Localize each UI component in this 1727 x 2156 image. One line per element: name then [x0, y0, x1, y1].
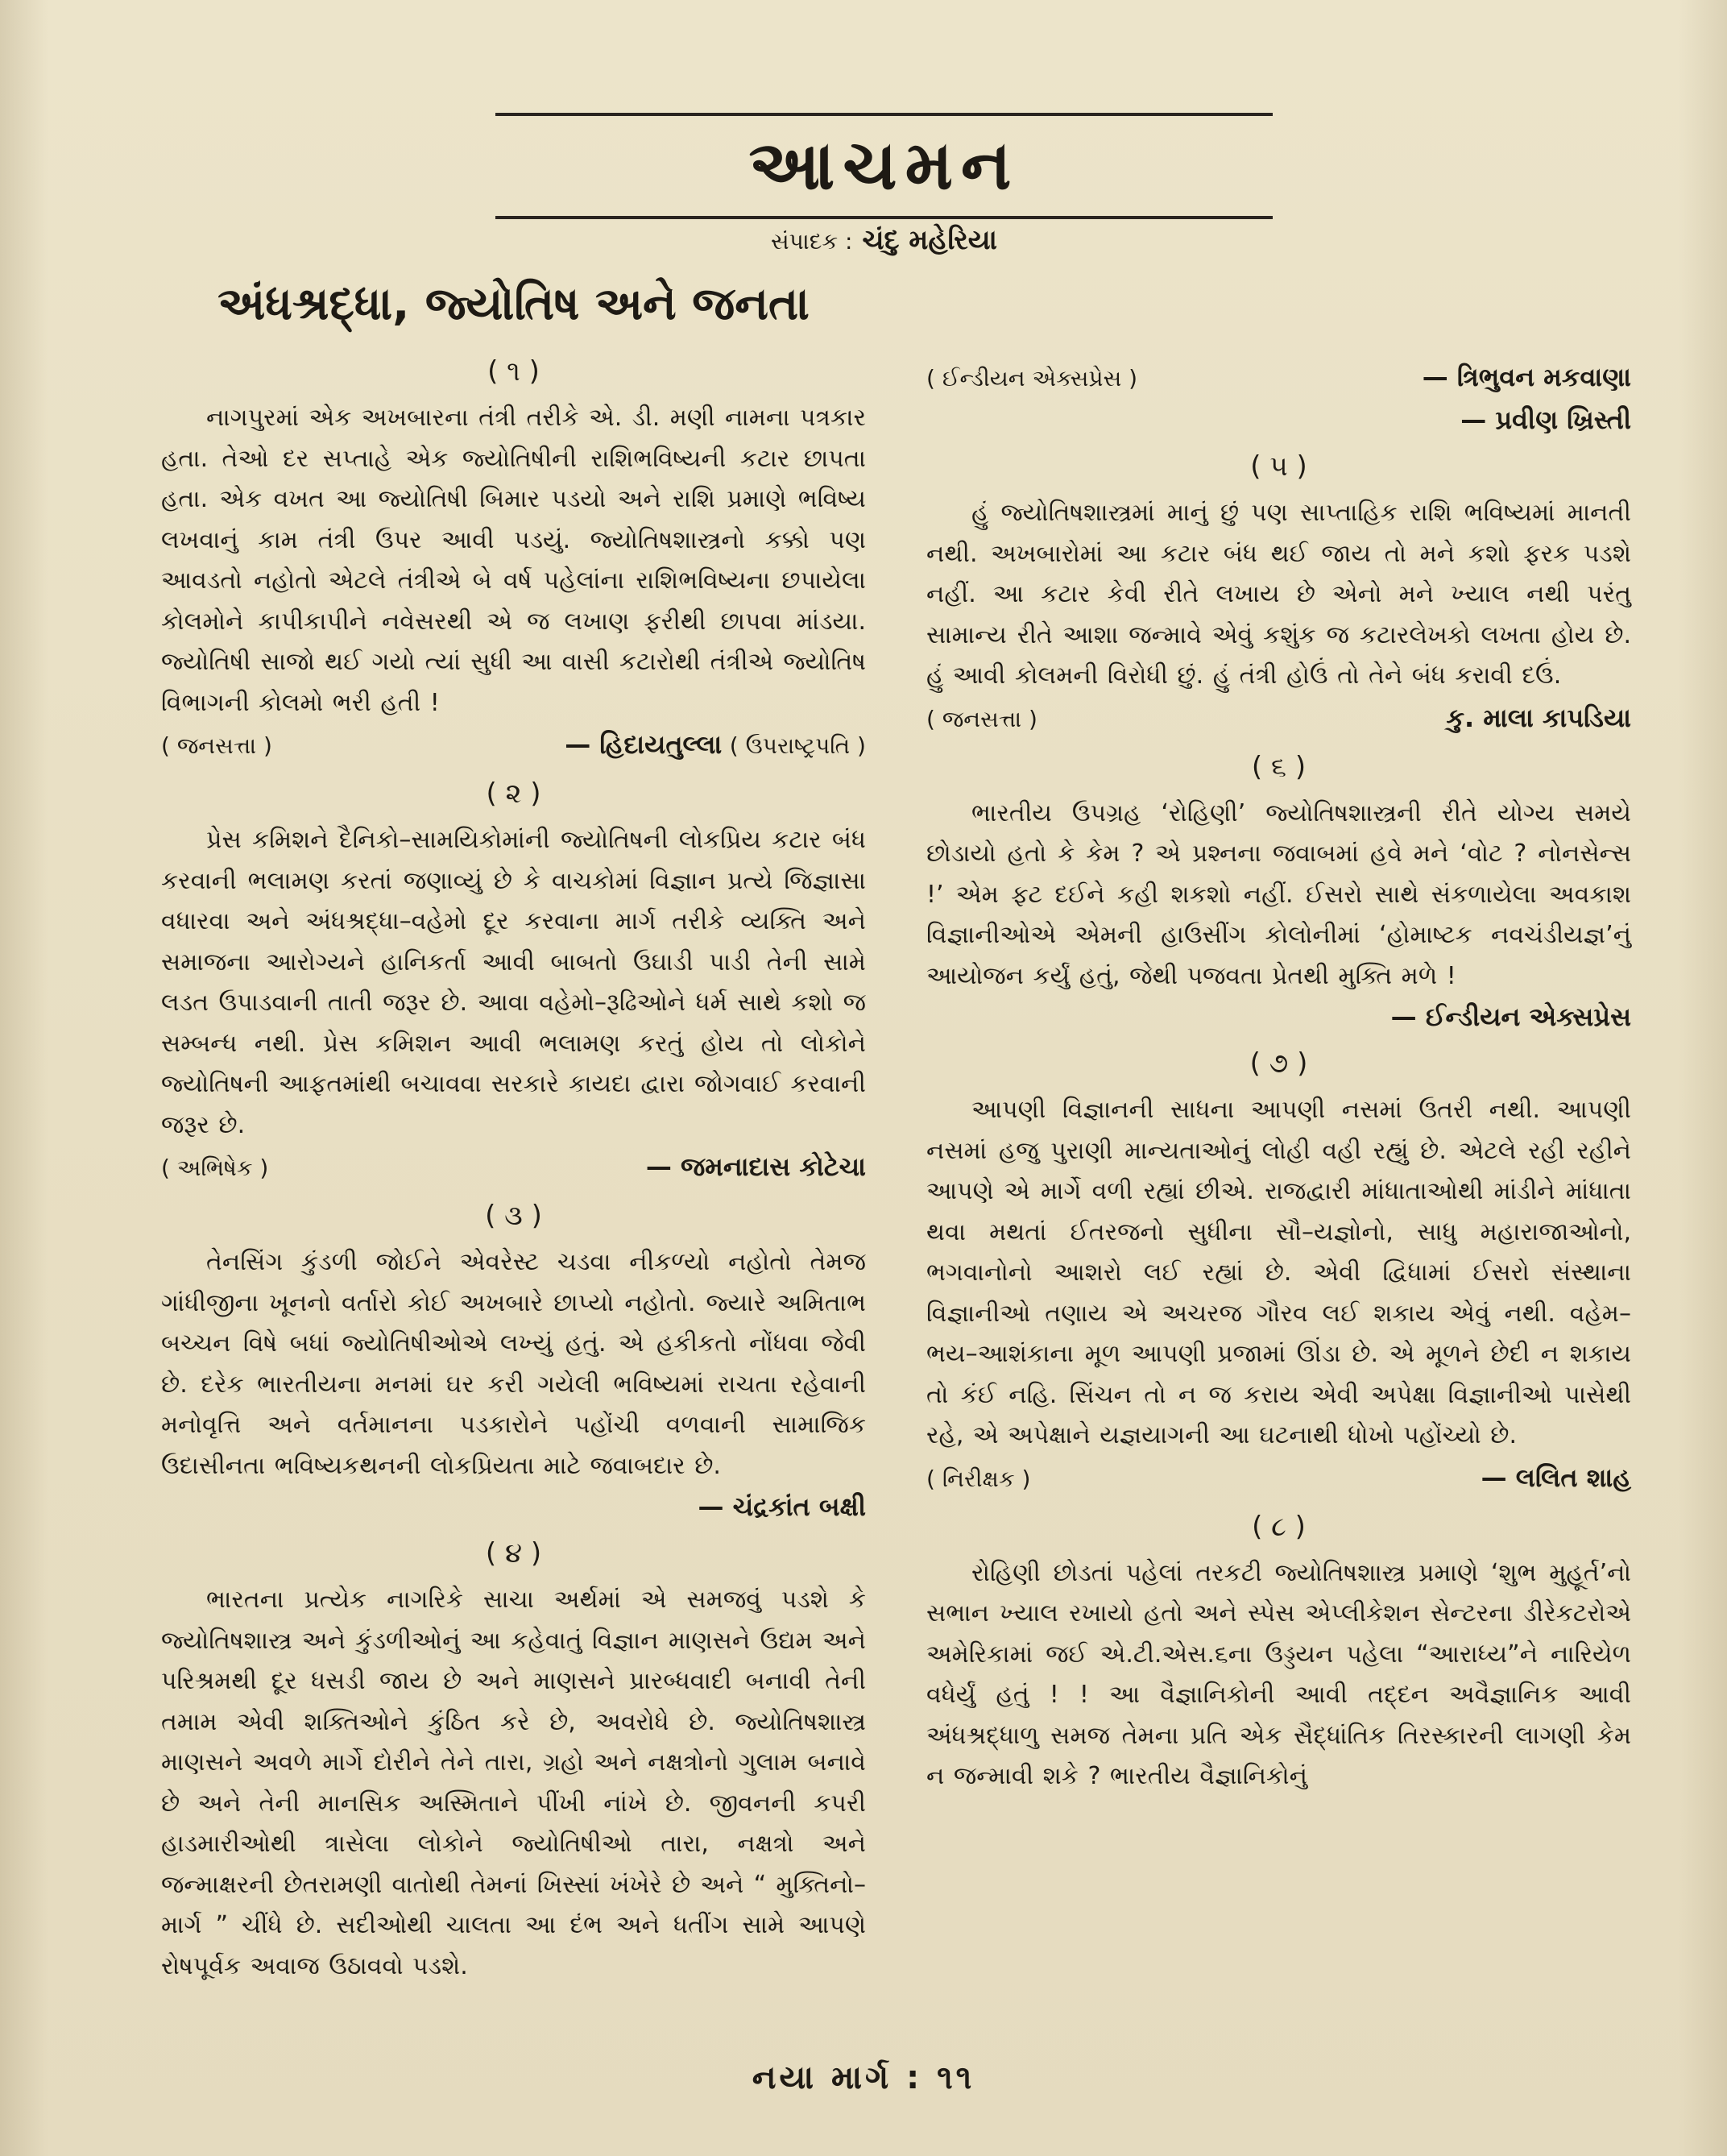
- section-8-text: રોહિણી છોડતાં પહેલાં તરકટી જ્યોતિષશાસ્ત્ર પ્રમાણે ‘શુભ મુહૂર્ત’નો સભાન ખ્યાલ રખાયો હતો અને સ્પેસ એપ્લીકેશન સેન્ટરના ડીરેકટરોએ અમેરિકામાં જઈ એ.ટી.એસ.૬ના ઉડ્ડયન પહેલા “આરાધ્ય”ને નારિયેળ વધેર્યું હતું ! ! આ વૈજ્ઞાનિકોની આવી તદ્દન અવૈજ્ઞાનિક આવી અંધશ્રદ્ધાળુ સમજ તેમના પ્રતિ એક સૈદ્ધાંતિક તિરસ્કારની લાગણી કેમ ન જન્માવી શકે ? ભારતીય વૈજ્ઞાનિકોનું: [926, 1558, 1631, 1790]
- section-5-text: હું જ્યોતિષશાસ્ત્રમાં માનું છું પણ સાપ્તાહિક રાશિ ભવિષ્યમાં માનતી નથી. અખબારોમાં આ કટાર બંધ થઈ જાય તો મને કશો ફરક પડશે નહીં. આ કટાર કેવી રીતે લખાય છે એનો મને ખ્યાલ નથી પરંતુ સામાન્ય રીતે આશા જન્માવે એવું કશુંક જ કટારલેખકો લખતા હોય છે. હું આવી કોલમની વિરોધી છું. હું તંત્રી હોઉં તો તેને બંધ કરાવી દઉં.: [926, 499, 1631, 690]
- editor-name: ચંદુ મહેરિયા: [862, 224, 997, 256]
- section-4-text: ભારતના પ્રત્યેક નાગરિકે સાચા અર્થમાં એ સમજવું પડશે કે જ્યોતિષશાસ્ત્ર અને કુંડળીઓનું આ કહેવાતું વિજ્ઞાન માણસને ઉદ્યમ અને પરિશ્રમથી દૂર ધસડી જાય છે અને માણસને પ્રારબ્ધવાદી બનાવી તેની તમામ એવી શક્તિઓને કુંઠિત કરે છે, અવરોધે છે. જ્યોતિષશાસ્ત્ર માણસને અવળે માર્ગે દોરીને તેને તારા, ગ્રહો અને નક્ષત્રોનો ગુલામ બનાવે છે અને તેની માનસિક અસ્મિતાને પીંખી નાંખે છે. જીવનની કપરી હાડમારીઓથી ત્રાસેલા લોકોને જ્યોતિષીઓ તારા, નક્ષત્રો અને જન્માક્ષરની છેતરામણી વાતોથી તેમનાં ખિસ્સાં ખંખેરે છે અને “ મુક્તિનો–માર્ગ ” ચીંધે છે. સદીઓથી ચાલતા આ દંભ અને ધતીંગ સામે આપણે રોષપૂર્વક અવાજ ઉઠાવવો પડશે.: [161, 1586, 866, 1980]
- section-3-text: તેનસિંગ કુંડળી જોઈને એવરેસ્ટ ચડવા નીકળ્યો નહોતો તેમજ ગાંધીજીના ખૂનનો વર્તારો કોઈ અખબારે છાપ્યો નહોતો. જ્યારે અમિતાભ બચ્ચન વિષે બધાં જ્યોતિષીઓએ લખ્યું હતું. એ હકીકતો નોંધવા જેવી છે. દરેક ભારતીયના મનમાં ઘર કરી ગયેલી ભવિષ્યમાં રાચતા રહેવાની મનોવૃત્તિ અને વર્તમાનના પડકારોને પહોંચી વળવાની સામાજિક ઉદાસીનતા ભવિષ્યકથનની લોકપ્રિયતા માટે જવાબદાર છે.: [161, 1248, 866, 1480]
- section-1-author-role: ( ઉપરાષ્ટ્રપતિ ): [729, 732, 866, 759]
- article-title: અંધશ્રદ્ધા, જ્યોતિષ અને જનતા: [217, 278, 810, 330]
- section-6-author: — ઈન્ડીયન એક્સપ્રેસ: [1390, 1001, 1631, 1032]
- right-column: [926, 250, 1631, 1797]
- page-footer: નયા માર્ગ : ૧૧: [752, 2059, 975, 2096]
- section-1-author: — હિદાયતુલ્લા: [565, 729, 723, 760]
- section-number-2: ( ૨ ): [486, 777, 541, 810]
- section-1-source: ( જનસત્તા ): [161, 732, 272, 759]
- section-7-author: — લલિત શાહ: [1481, 1462, 1631, 1493]
- section-1-author-block: [565, 724, 866, 767]
- section-2-author: — જમનાદાસ કોટેચા: [645, 1151, 866, 1182]
- page-edge-shadow-right: [1679, 0, 1727, 2156]
- section-number-4: ( ૪ ): [485, 1537, 542, 1569]
- section-number-1: ( ૧ ): [487, 355, 540, 388]
- section-7-text: આપણી વિજ્ઞાનની સાધના આપણી નસમાં ઉતરી નથી. આપણી નસમાં હજુ પુરાણી માન્યતાઓનું લોહી વહી રહ્યું છે. એટલે રહી રહીને આપણે એ માર્ગે વળી રહ્યાં છીએ. રાજદ્વારી માંધાતાઓથી માંડીને માંધાતા થવા મથતાં ઈતરજનો સુધીના સૌ–યજ્ઞોનો, સાધુ મહારાજાઓનો, ભગવાનોનો આશરો લઈ રહ્યાં છે. એવી દ્વિધામાં ઈસરો સંસ્થાના વિજ્ઞાનીઓ તણાય એ અચરજ ગૌરવ લઈ શકાય એવું નથી. વહેમ–ભય–આશંકાના મૂળ આપણી પ્રજામાં ઊંડા છે. એ મૂળને છેદી ન શકાય તો કંઈ નહિ. સિંચન તો ન જ કરાય એવી અપેક્ષા વિજ્ઞાનીઓ પાસેથી રહે, એ અપેક્ષાને યજ્ઞયાગની આ ઘટનાથી ધોખો પહોંચ્યો છે.: [926, 1096, 1631, 1449]
- section-7-credit: [926, 1457, 1631, 1500]
- editor-label: સંપાદક :: [771, 228, 853, 255]
- section-2-credit: [161, 1146, 866, 1189]
- left-column: [161, 250, 866, 1987]
- section-4-credit: [926, 356, 1631, 400]
- section-2-text: પ્રેસ કમિશને દૈનિકો–સામયિકોમાંની જ્યોતિષની લોકપ્રિય કટાર બંધ કરવાની ભલામણ કરતાં જણાવ્યું છે કે વાચકોમાં વિજ્ઞાન પ્રત્યે જિજ્ઞાસા વધારવા અને અંધશ્રદ્ધા–વહેમો દૂર કરવાના માર્ગ તરીકે વ્યક્તિ અને સમાજના આરોગ્યને હાનિકર્તા આવી બાબતો ઉઘાડી પાડી તેની સામે લડત ઉપાડવાની તાતી જરૂર છે. આવા વહેમો–રૂઢિઓને ધર્મ સાથે કશો જ સમ્બન્ધ નથી. પ્રેસ કમિશન આવી ભલામણ કરતું હોય તો લોકોને જ્યોતિષની આફતમાંથી બચાવવા સરકારે કાયદા દ્વારા જોગવાઈ કરવાની જરૂર છે.: [161, 826, 866, 1139]
- section-5-author: કુ. માલા કાપડિયા: [1446, 702, 1631, 733]
- masthead: [495, 113, 1273, 261]
- section-1-text: નાગપુરમાં એક અખબારના તંત્રી તરીકે એ. ડી. મણી નામના પત્રકાર હતા. તેઓ દર સપ્તાહે એક જ્યોતિષીની રાશિભવિષ્યની કટાર છાપતા હતા. એક વખત આ જ્યોતિષી બિમાર પડયો અને રાશિ પ્રમાણે ભવિષ્ય લખવાનું કામ તંત્રી ઉપર આવી પડયું. જ્યોતિષશાસ્ત્રનો કક્કો પણ આવડતો નહોતો એટલે તંત્રીએ બે વર્ષ પહેલાંના રાશિભવિષ્યના છપાયેલા કોલમોને કાપીકાપીને નવેસરથી એ જ લખાણ ફરીથી છાપવા માંડયા. જ્યોતિષી સાજો થઈ ગયો ત્યાં સુધી આ વાસી કટારોથી તંત્રીએ જ્યોતિષ વિભાગની કોલમો ભરી હતી !: [161, 404, 866, 717]
- section-number-5: ( ૫ ): [1250, 450, 1307, 483]
- section-4-author: — ત્રિભુવન મકવાણા: [1422, 362, 1631, 392]
- section-number-7: ( ૭ ): [1249, 1047, 1308, 1080]
- section-6-text: ભારતીય ઉપગ્રહ ‘રોહિણી’ જ્યોતિષશાસ્ત્રની રીતે યોગ્ય સમયે છોડાયો હતો કે કેમ ? એ પ્રશ્નના જવાબમાં હવે મને ‘વોટ ? નોનસેન્સ !’ એમ ફટ દઈને કહી શકશો નહીં. ઈસરો સાથે સંકળાયેલા અવકાશ વિજ્ઞાનીઓએ એમની હાઉસીંગ કોલોનીમાં ‘હોમાષ્ટક નવચંડીયજ્ઞ’નું આયોજન કર્યું હતું, જેથી પજવતા પ્રેતથી મુક્તિ મળે !: [926, 798, 1631, 990]
- masthead-bottom-rule: [495, 216, 1273, 219]
- section-number-6: ( ૬ ): [1251, 750, 1307, 783]
- masthead-top-rule: [495, 113, 1273, 116]
- section-5-source: ( જનસત્તા ): [926, 705, 1037, 732]
- section-1-credit: [161, 724, 866, 767]
- section-3-author: — ચંદ્રકાંત બક્ષી: [698, 1491, 866, 1522]
- section-number-3: ( ૩ ): [485, 1200, 542, 1232]
- section-4-source: ( ઈન્ડીયન એક્સપ્રેસ ): [926, 365, 1138, 392]
- section-7-source: ( નિરીક્ષક ): [926, 1465, 1031, 1492]
- column-title: આચમન: [748, 126, 1020, 205]
- section-2-source: ( અભિષેક ): [161, 1155, 269, 1181]
- page-edge-shadow-left: [0, 0, 48, 2156]
- section-5-credit: [926, 697, 1631, 740]
- section-4-author-2: — પ્રવીણ ખ્રિસ્તી: [1460, 404, 1631, 435]
- section-number-8: ( ૮ ): [1252, 1510, 1306, 1543]
